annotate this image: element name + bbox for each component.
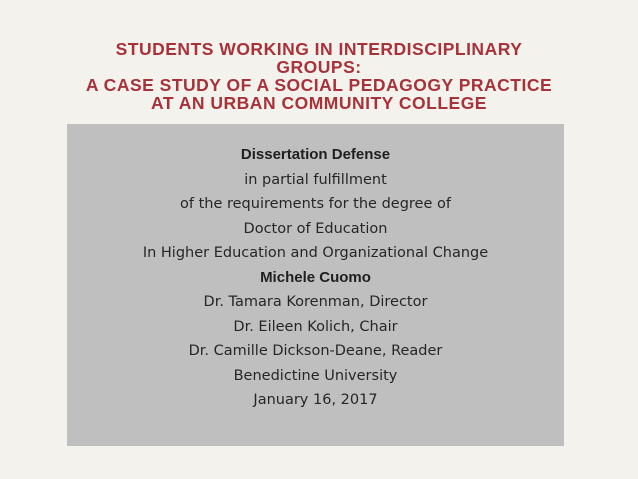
author-name: Michele Cuomo <box>260 268 371 286</box>
title-line-4: AT AN URBAN COMMUNITY COLLEGE <box>151 93 487 113</box>
title-line-1: STUDENTS WORKING IN INTERDISCIPLINARY <box>115 39 523 59</box>
committee-chair: Dr. Eileen Kolich, Chair <box>233 318 398 335</box>
requirements-line: of the requirements for the degree of <box>180 196 451 212</box>
university-name: Benedictine University <box>233 367 398 384</box>
fulfillment-line: in partial fulfillment <box>244 171 387 188</box>
committee-director: Dr. Tamara Korenman, Director <box>203 294 428 310</box>
title-line-2: GROUPS: <box>276 57 362 77</box>
slide-title <box>40 40 598 112</box>
dissertation-details <box>67 143 564 413</box>
program-name: In Higher Education and Organizational Change <box>142 245 489 261</box>
title-line-3: A CASE STUDY OF A SOCIAL PEDAGOGY PRACTICE <box>85 75 553 95</box>
degree-name: Doctor of Education <box>243 220 388 237</box>
dissertation-heading: Dissertation Defense <box>240 146 391 163</box>
committee-reader: Dr. Camille Dickson-Deane, Reader <box>188 343 443 359</box>
defense-date: January 16, 2017 <box>253 392 378 408</box>
